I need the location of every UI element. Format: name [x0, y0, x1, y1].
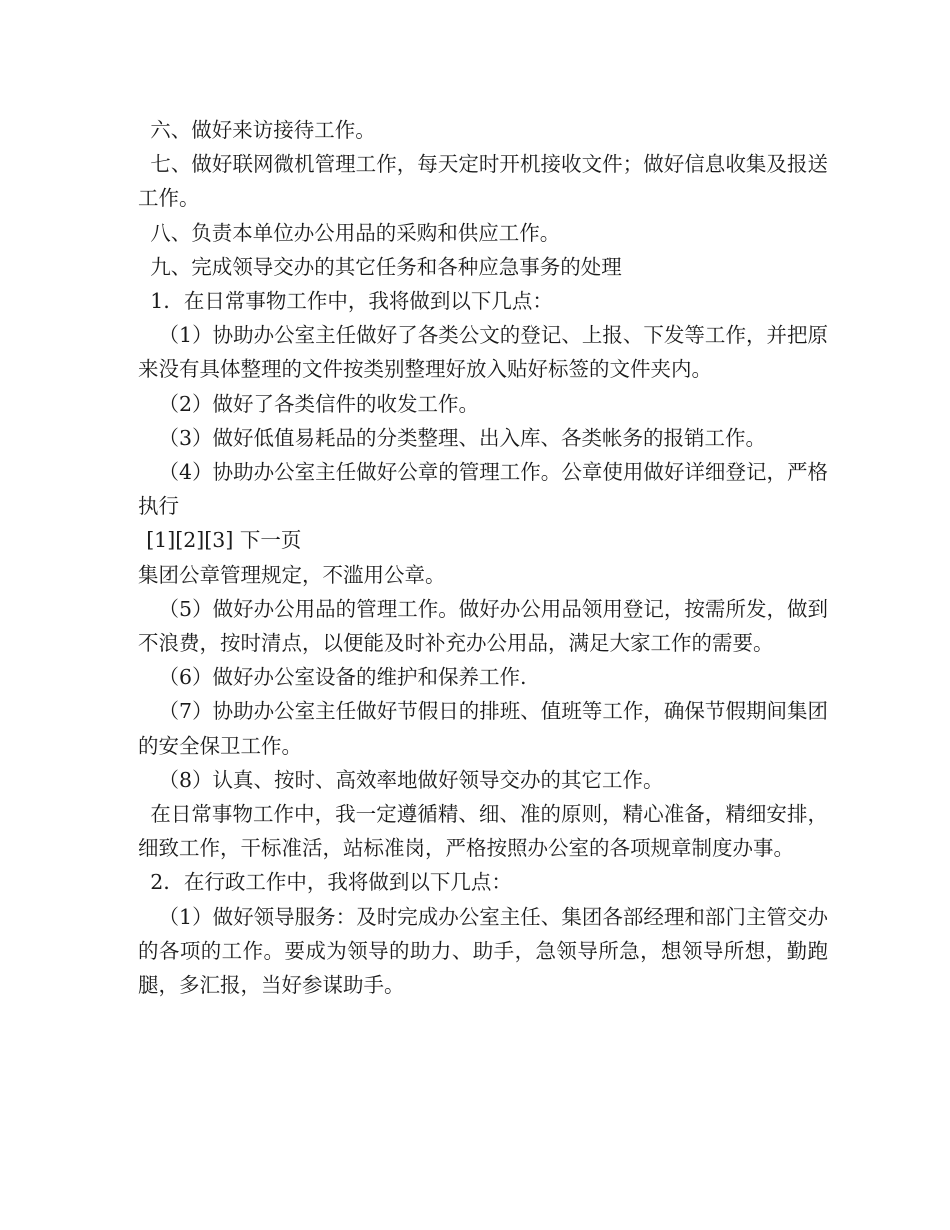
list-item: （3）做好低值易耗品的分类整理、出入库、各类帐务的报销工作。: [158, 425, 767, 450]
list-item: （2）做好了各类信件的收发工作。: [158, 391, 480, 416]
list-item: （4）协助办公室主任做好公章的管理工作。公章使用做好详细登记，严格执行: [138, 460, 828, 519]
paragraph-seven: 七、做好联网微机管理工作，每天定时开机接收文件；做好信息收集及报送工作。: [138, 152, 828, 211]
next-page-link[interactable]: 下一页: [239, 528, 302, 553]
paragraph-summary: 在日常事物工作中，我一定遵循精、细、准的原则，精心准备，精细安排，细致工作，干标准活，站标准岗，严格按照办公室的各项规章制度办事。: [138, 802, 828, 861]
paragraph-six: 六、做好来访接待工作。: [150, 118, 376, 142]
list-item: （1）协助办公室主任做好了各类公文的登记、上报、下发等工作，并把原来没有具体整理的文件按类别整理好放入贴好标签的文件夹内。: [138, 323, 828, 382]
page-link-3[interactable]: [3]: [204, 528, 234, 553]
list-item: （5）做好办公用品的管理工作。做好办公用品领用登记，按需所发，做到不浪费，按时清点，以便能及时补充办公用品，满足大家工作的需要。: [138, 596, 828, 656]
list-item: （7）协助办公室主任做好节假日的排班、值班等工作，确保节假期间集团的安全保卫工作。: [138, 699, 828, 758]
page-link-1[interactable]: [1]: [146, 528, 176, 553]
list-item: （1）做好领导服务：及时完成办公室主任、集团各部经理和部门主管交办的各项的工作。要成为领导的助力、助手，急领导所急，想领导所想，勤跑腿，多汇报，当好参谋助手。: [138, 904, 828, 998]
paragraph-eight: 八、负责本单位办公用品的采购和供应工作。: [150, 220, 561, 245]
section-heading-2: 2．在行政工作中，我将做到以下几点：: [150, 870, 512, 895]
list-item: （8）认真、按时、高效率地做好领导交办的其它工作。: [158, 767, 664, 792]
paragraph-continuation: 集团公章管理规定，不滥用公章。: [138, 562, 446, 587]
document-body: [138, 113, 828, 1002]
page-link-2[interactable]: [2]: [175, 528, 205, 553]
list-item: （6）做好办公室设备的维护和保养工作.: [158, 665, 527, 690]
page-navigation: [138, 523, 828, 557]
paragraph-nine: 九、完成领导交办的其它任务和各种应急事务的处理: [150, 254, 622, 279]
section-heading-1: 1．在日常事物工作中，我将做到以下几点：: [150, 289, 553, 314]
